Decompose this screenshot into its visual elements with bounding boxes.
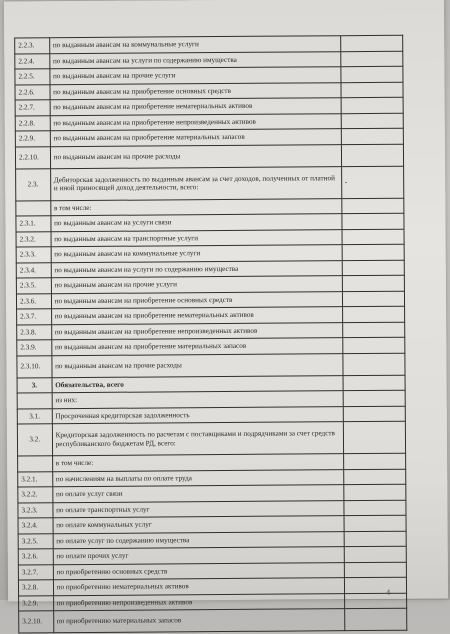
row-description: по оплате услуг по содержанию имущества xyxy=(53,531,344,549)
row-description: по приобретению материальных запасов xyxy=(53,609,344,633)
row-number xyxy=(17,393,52,409)
row-description: по выданным авансам на прочие расходы xyxy=(50,144,341,168)
row-value xyxy=(343,453,406,469)
row-number: 3.1. xyxy=(17,408,52,424)
row-number: 2.2.8. xyxy=(15,115,50,131)
row-value xyxy=(340,66,403,82)
row-description: по выданным авансам на приобретение нематериальных активов xyxy=(50,98,341,116)
row-description: по выданным авансам на услуги связи xyxy=(51,214,342,232)
row-value xyxy=(342,244,405,260)
row-description: по оплате услуг связи xyxy=(52,485,343,503)
row-description: по выданным авансам на услуги по содержанию имущества xyxy=(51,260,342,278)
row-number: 3.2.6. xyxy=(18,549,53,565)
table-row xyxy=(19,608,407,633)
row-value xyxy=(341,213,404,229)
row-number: 2.3.9. xyxy=(17,340,52,356)
row-description: по выданным авансам на приобретение материальных запасов xyxy=(51,338,342,356)
row-description: по оплате прочих услуг xyxy=(53,547,344,565)
row-number: 2.3. xyxy=(16,168,51,200)
row-description: по оплате транспортных услуг xyxy=(53,500,344,518)
row-description: по выданным авансам на приобретение непроизведенных активов xyxy=(51,322,342,340)
row-number: 2.3.3. xyxy=(16,247,51,263)
row-value xyxy=(343,390,406,406)
row-value xyxy=(343,484,406,500)
row-description: по выданным авансам на приобретение непроизведенных активов xyxy=(50,113,341,131)
row-value xyxy=(342,275,405,291)
row-description: по выданным авансам на приобретение материальных запасов xyxy=(50,129,341,147)
table-row xyxy=(15,144,403,169)
row-description: по выданным авансам на приобретение основных средств xyxy=(50,82,341,100)
row-value xyxy=(341,144,404,166)
row-description: по приобретению нематериальных активов xyxy=(53,578,344,596)
row-value xyxy=(342,291,405,307)
row-value xyxy=(340,35,403,51)
row-description: по начислениям на выплаты по оплате труда xyxy=(52,469,343,487)
row-description: по выданным авансам на услуги по содержанию имущества xyxy=(49,51,340,69)
row-value xyxy=(342,260,405,276)
row-number: 2.2.9. xyxy=(15,131,50,147)
report-table xyxy=(14,35,407,634)
row-number: 2.2.3. xyxy=(15,38,50,54)
row-value xyxy=(342,306,405,322)
row-value xyxy=(343,375,406,391)
row-description: по выданным авансам на приобретение нематериальных активов xyxy=(51,307,342,325)
row-value xyxy=(344,608,407,630)
row-description: Дебиторская задолженность по выданным авансам за счет доходов, полученных от платной и иной приносящей доход деятельности, всего: xyxy=(50,166,341,200)
row-number: 2.2.4. xyxy=(15,53,50,69)
row-number: 3.2.1. xyxy=(18,471,53,487)
row-description: по выданным авансам на приобретение основных средств xyxy=(51,291,342,309)
page-number: 4 xyxy=(386,587,391,597)
row-value xyxy=(341,113,404,129)
row-value xyxy=(344,515,407,531)
row-number: 3.2.8. xyxy=(18,580,53,596)
row-value xyxy=(344,577,407,593)
row-description: по выданным авансам на прочие расходы xyxy=(51,353,342,377)
row-value xyxy=(341,82,404,98)
row-value xyxy=(341,97,404,113)
row-number: 3.2.3. xyxy=(18,502,53,518)
row-value xyxy=(341,128,404,144)
row-description: по выданным авансам на прочие услуги xyxy=(49,67,340,85)
row-number: 2.2.5. xyxy=(15,69,50,85)
row-value xyxy=(342,322,405,338)
row-number: 2.2.7. xyxy=(15,100,50,116)
row-value xyxy=(344,562,407,578)
row-number: 2.3.1. xyxy=(16,216,51,232)
row-number: 3.2.7. xyxy=(18,564,53,580)
row-value xyxy=(343,500,406,516)
row-description: Кредиторская задолженность по расчетам с поставщиками и подрядчиками за счет средств республиканского бюджетам РД, всего: xyxy=(52,422,343,456)
row-value xyxy=(343,469,406,485)
row-description: Обязательства, всего xyxy=(52,375,343,393)
row-description: по оплате коммунальных услуг xyxy=(53,516,344,534)
row-description: по выданным авансам на транспортные услуги xyxy=(51,229,342,247)
row-number: 3.2.9. xyxy=(19,595,54,611)
row-description: Просроченная кредиторская задолженность xyxy=(52,406,343,424)
row-description: по приобретению основных средств xyxy=(53,562,344,580)
row-value xyxy=(342,229,405,245)
row-value xyxy=(341,198,404,214)
row-description: по выданным авансам на прочие услуги xyxy=(51,276,342,294)
row-number: 2.2.6. xyxy=(15,84,50,100)
row-description: в том числе: xyxy=(50,198,341,216)
document-page xyxy=(4,0,448,626)
row-value xyxy=(342,353,405,375)
row-value xyxy=(344,531,407,547)
row-value xyxy=(344,546,407,562)
row-number: 3.2.2. xyxy=(18,487,53,503)
row-value xyxy=(343,421,406,453)
row-number: 2.3.2. xyxy=(16,231,51,247)
row-number: 2.3.7. xyxy=(17,309,52,325)
row-value xyxy=(340,51,403,67)
row-description: по приобретению непроизведенных активов xyxy=(53,593,344,611)
row-description: в том числе: xyxy=(52,454,343,472)
row-value xyxy=(344,593,407,609)
row-description: из них: xyxy=(52,391,343,409)
row-number xyxy=(16,200,51,216)
row-number: 3.2.10. xyxy=(19,611,54,633)
row-number: 3.2.5. xyxy=(18,533,53,549)
row-number: 2.3.10. xyxy=(17,355,52,377)
row-number: 3.2.4. xyxy=(18,518,53,534)
row-number: 2.3.6. xyxy=(16,293,51,309)
row-description: по выданным авансам на коммунальные услуги xyxy=(49,36,340,54)
table-row xyxy=(16,166,404,201)
row-description: по выданным авансам на коммунальные услуги xyxy=(51,245,342,263)
row-value xyxy=(342,337,405,353)
row-number: 3.2. xyxy=(17,424,52,456)
row-number xyxy=(18,456,53,472)
row-number: 2.3.8. xyxy=(17,324,52,340)
row-number: 2.3.5. xyxy=(16,278,51,294)
row-value xyxy=(343,406,406,422)
table-row xyxy=(17,353,405,378)
table-row xyxy=(17,421,405,456)
row-number: 2.2.10. xyxy=(15,146,50,168)
row-number: 3. xyxy=(17,377,52,393)
row-value: - xyxy=(341,166,404,198)
row-number: 2.3.4. xyxy=(16,262,51,278)
